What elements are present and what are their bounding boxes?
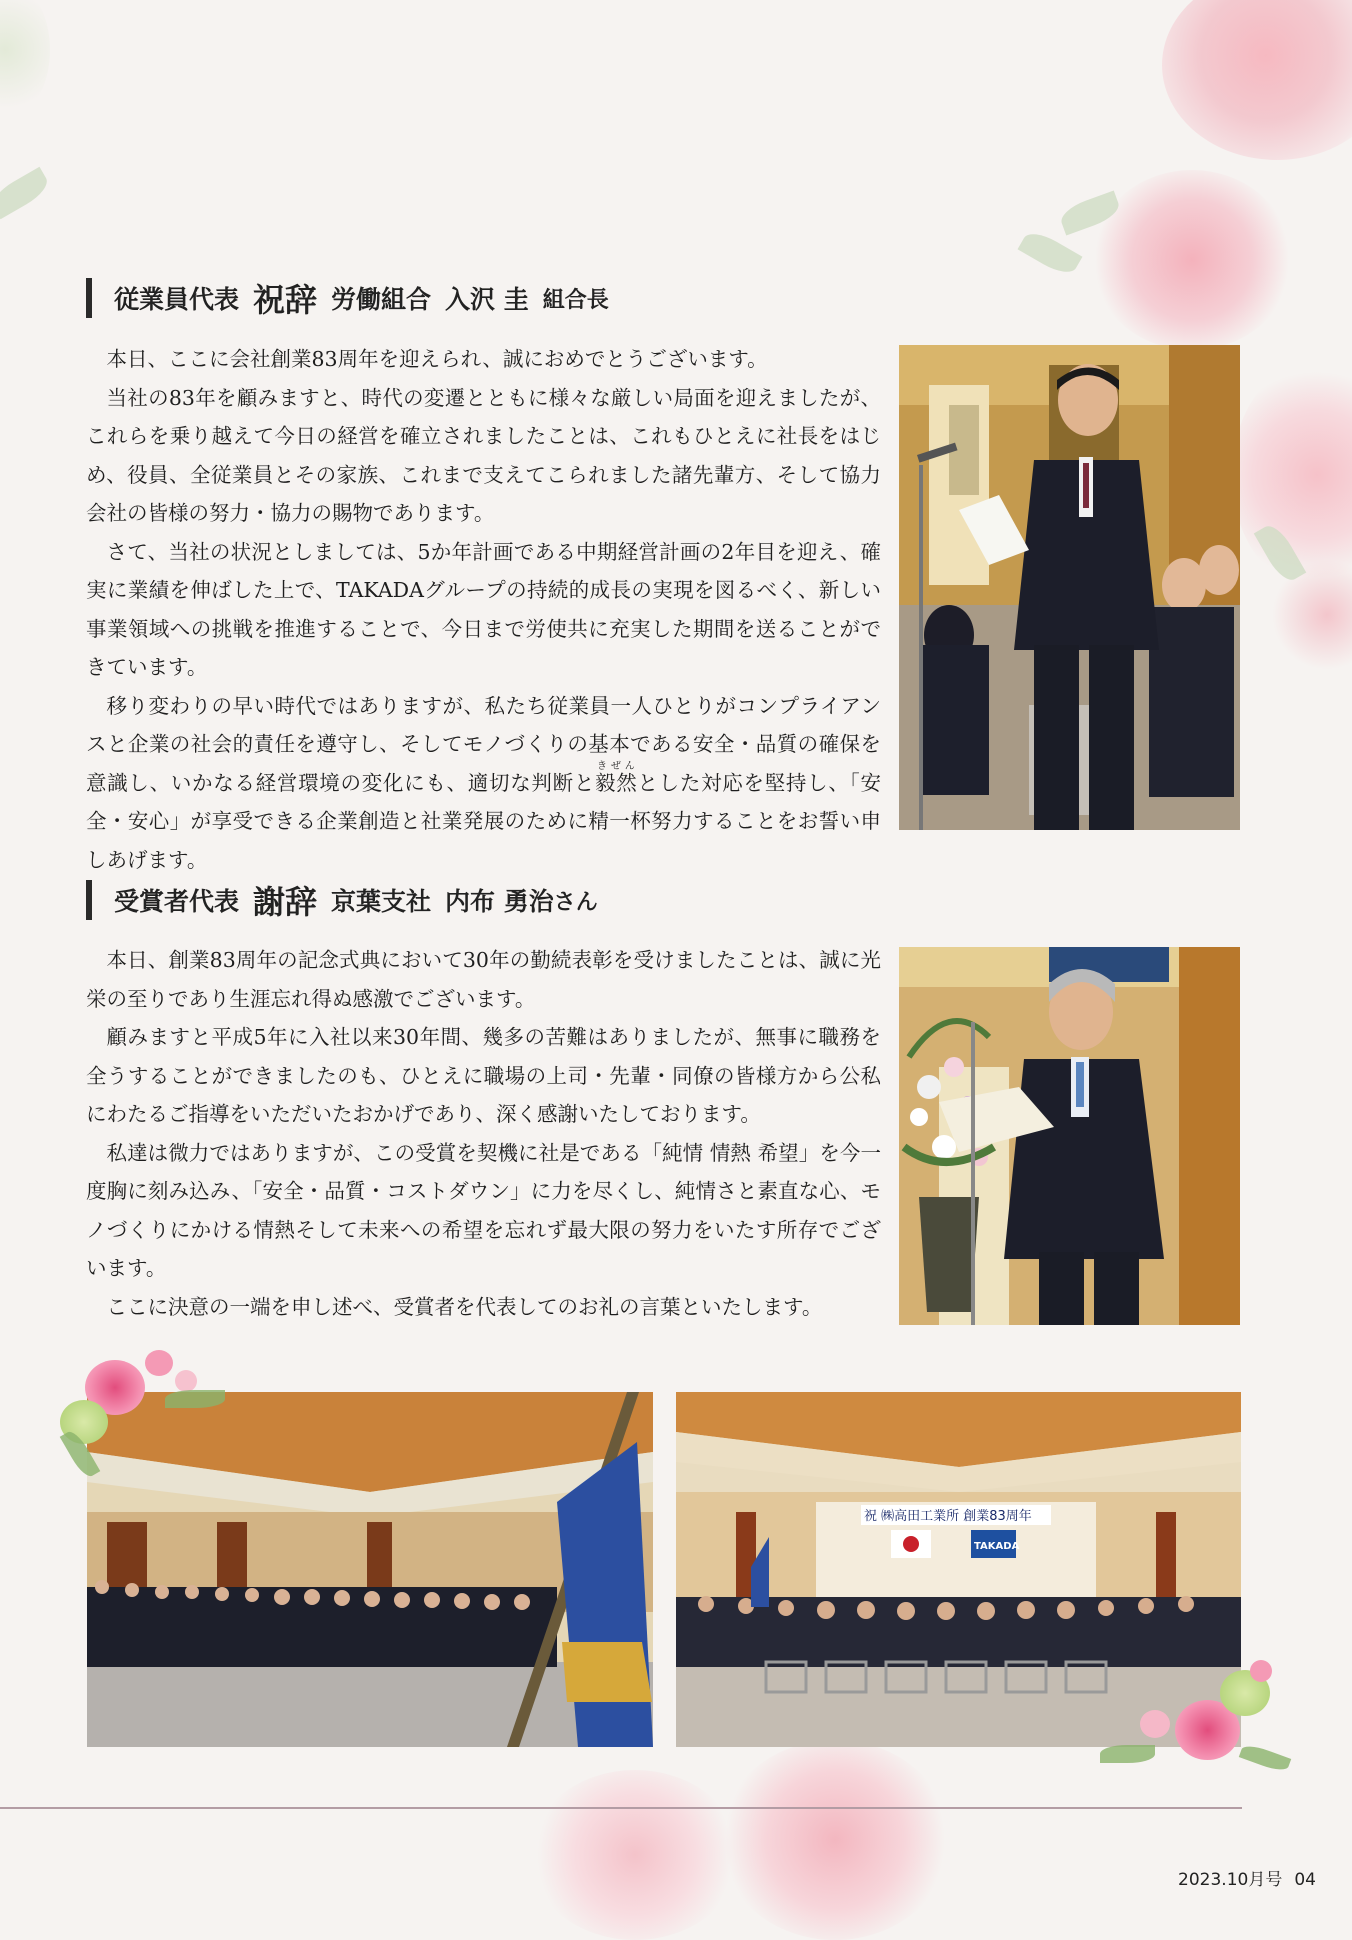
rose-decoration bbox=[720, 1740, 950, 1940]
photo-speech-award-representative bbox=[899, 947, 1240, 1325]
rose-decoration bbox=[1092, 170, 1292, 350]
photo-ceremony-hall-attendees bbox=[87, 1392, 653, 1747]
section1-name: 入沢 圭 bbox=[445, 285, 529, 314]
section1-paragraph: 本日、ここに会社創業83周年を迎えられ、誠におめでとうございます。 bbox=[106, 347, 768, 371]
section2-paragraph: 顧みますと平成5年に入社以来30年間、幾多の苦難はありましたが、無事に職務を全うすることができましたのも、ひとえに職場の上司・先輩・同僚の皆様方から公私にわたるご指導をいただいたおかげであり、深く感謝いたしております。 bbox=[86, 1025, 881, 1126]
section1-position: 組合長 bbox=[542, 286, 609, 313]
leaf-decoration bbox=[1057, 191, 1122, 236]
corner-leaf-decoration bbox=[0, 0, 50, 120]
rose-decoration bbox=[1272, 560, 1352, 670]
rose-decoration bbox=[1232, 360, 1352, 590]
section2-org: 京葉支社 bbox=[331, 887, 432, 916]
section2-role: 受賞者代表 bbox=[114, 887, 240, 916]
page-number: 04 bbox=[1294, 1870, 1316, 1890]
photo-speech-union-representative bbox=[899, 345, 1240, 830]
banner-logo: TAKADA bbox=[974, 1541, 1020, 1552]
section2-paragraph: ここに決意の一端を申し述べ、受賞者を代表してのお礼の言葉といたします。 bbox=[106, 1294, 823, 1319]
leaf-decoration bbox=[1018, 227, 1083, 280]
section2-body bbox=[86, 941, 881, 1326]
section1-paragraph: 移り変わりの早い時代ではありますが、私たち従業員一人ひとりがコンプライアンスと企業の社会的責任を遵守し、そしてモノづくりの基本である安全・品質の確保を意識し、いかなる経営環境の変化にも、適切な判断と毅然きぜんとした対応を堅持し、「安全・安心」が享受できる企業創造と社業発展のために精一杯努力することをお誓い申しあげます。 bbox=[86, 693, 882, 872]
section1-body bbox=[86, 340, 881, 879]
ruby-annotation: 毅然きぜん bbox=[595, 760, 638, 795]
section2-paragraph: 私達は微力ではありますが、この受賞を契機に社是である「純情 情熱 希望」を今一度胸に刻み込み、「安全・品質・コストダウン」に力を尽くし、純情さと素直な心、モノづくりにかける情熱そして未来への希望を忘れず最大限の努力をいたす所存でございます。 bbox=[86, 1140, 881, 1280]
section1-heading bbox=[86, 278, 609, 318]
section1-paragraph: 当社の83年を顧みますと、時代の変遷とともに様々な厳しい局面を迎えましたが、これらを乗り越えて今日の経営を確立されましたことは、これもひとえに社長をはじめ、役員、全従業員とその家族、これまで支えてこられました諸先輩方、そして協力会社の皆様の努力・協力の賜物であります。 bbox=[86, 385, 881, 525]
photo-ceremony-stage-view bbox=[676, 1392, 1241, 1747]
section1-paragraph: さて、当社の状況としましては、5か年計画である中期経営計画の2年目を迎え、確実に業績を伸ばした上で、TAKADAグループの持続的成長の実現を図るべく、新しい事業領域への挑戦を推進することで、今日まで労使共に充実した期間を送ることができています。 bbox=[86, 539, 881, 679]
section1-org: 労働組合 bbox=[331, 285, 432, 314]
rose-decoration bbox=[530, 1770, 740, 1940]
footer-rule bbox=[0, 1807, 1242, 1809]
section2-paragraph: 本日、創業83周年の記念式典において30年の勤続表彰を受けましたことは、誠に光栄の至りであり生涯忘れ得ぬ感激でございます。 bbox=[86, 948, 881, 1011]
section2-title: 謝辞 bbox=[253, 883, 318, 921]
footer bbox=[1178, 1865, 1316, 1890]
section2-position: さん bbox=[553, 888, 598, 915]
section1-role: 従業員代表 bbox=[114, 285, 240, 314]
banner-text: 祝 ㈱高田工業所 創業83周年 bbox=[864, 1509, 1032, 1524]
leaf-decoration bbox=[0, 167, 52, 220]
section1-title: 祝辞 bbox=[253, 281, 318, 319]
rose-decoration bbox=[1162, 0, 1352, 160]
issue-label: 2023.10月号 bbox=[1178, 1870, 1283, 1890]
section2-name: 内布 勇治 bbox=[445, 887, 554, 916]
section2-heading bbox=[86, 880, 598, 920]
leaf-decoration bbox=[1254, 521, 1307, 586]
